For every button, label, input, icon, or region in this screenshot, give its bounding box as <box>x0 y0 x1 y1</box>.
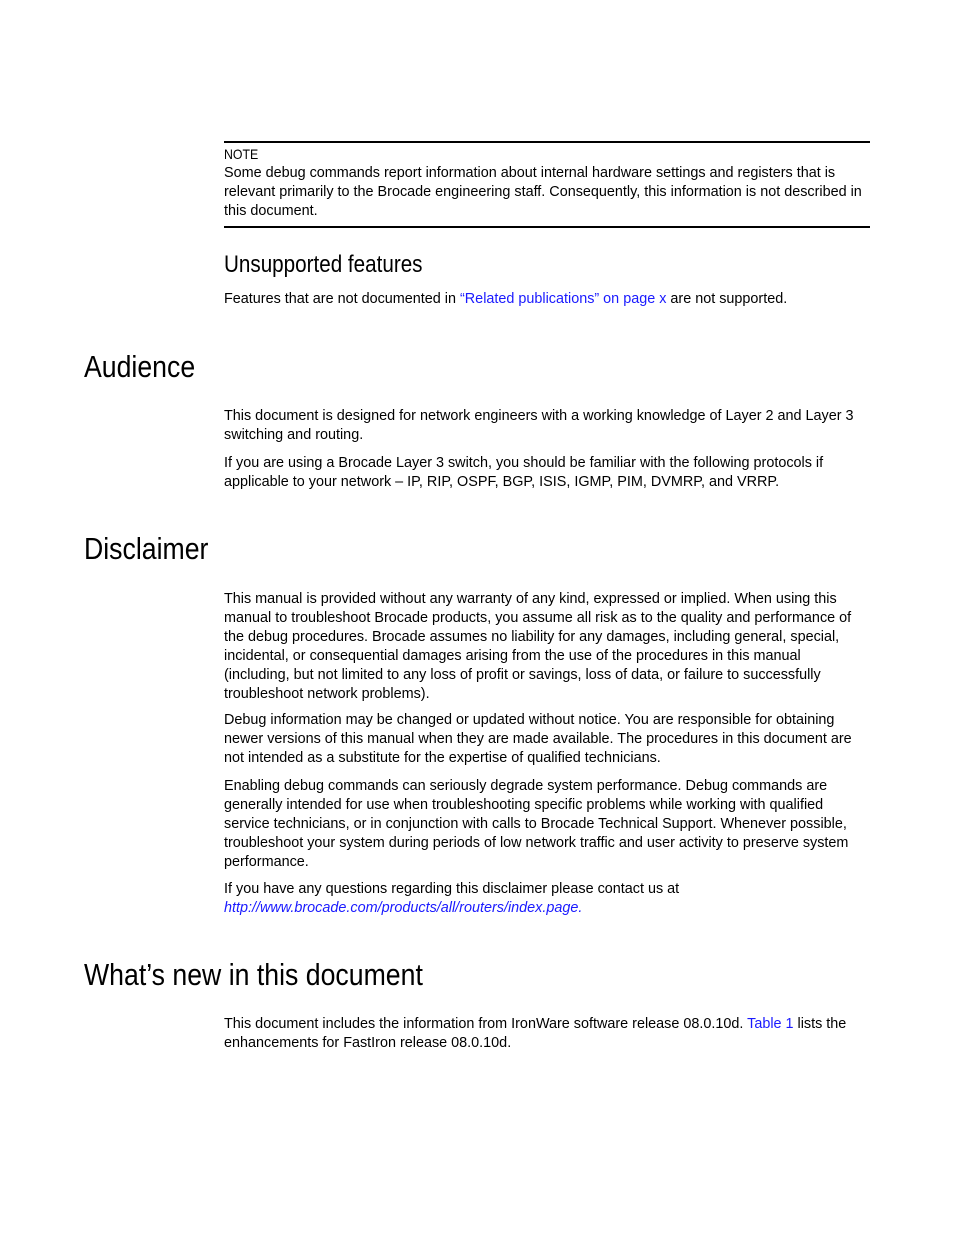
disclaimer-paragraph-2: Debug information may be changed or updated without notice. You are responsible for obtaining newer versions of this manual when they are made available. The procedures in this document are not intended as a substitute for the expertise of qualified technicians. <box>224 712 852 766</box>
brocade-url-link[interactable]: http://www.brocade.com/products/all/routers/index.page. <box>224 900 583 916</box>
disclaimer-contact-text: If you have any questions regarding this disclaimer please contact us at <box>224 881 680 897</box>
audience-paragraph-2: If you are using a Brocade Layer 3 switch, you should be familiar with the following protocols if applicable to your network – IP, RIP, OSPF, BGP, ISIS, IGMP, PIM, DVMRP, and VRRP. <box>224 455 824 490</box>
whats-new-text-after: lists the enhancements for FastIron release 08.0.10d. <box>224 1016 847 1051</box>
heading-whats-new: What’s new in this document <box>84 957 423 992</box>
related-publications-link[interactable]: “Related publications” on page x <box>460 291 667 307</box>
whats-new-text-before: This document includes the information from IronWare software release 08.0.10d. <box>224 1016 748 1032</box>
unsupported-text-before: Features that are not documented in <box>224 291 460 307</box>
audience-paragraph-1: This document is designed for network engineers with a working knowledge of Layer 2 and Layer 3 switching and routing. <box>224 408 854 443</box>
disclaimer-paragraph-4 <box>224 880 870 918</box>
disclaimer-paragraph-3: Enabling debug commands can seriously degrade system performance. Debug commands are generally intended for use when troubleshooting specific problems while working with qualified service technicians, or in conjunction with calls to Brocade Technical Support. Whenever possible, troubleshoot your system during periods of low network traffic and user activity to preserve system performance. <box>224 778 849 870</box>
note-label: NOTE <box>224 146 259 162</box>
heading-audience: Audience <box>84 349 196 384</box>
heading-unsupported-features: Unsupported features <box>224 251 423 278</box>
unsupported-paragraph <box>224 290 870 309</box>
heading-disclaimer: Disclaimer <box>84 531 209 566</box>
note-box <box>224 141 870 228</box>
whats-new-paragraph <box>224 1015 870 1053</box>
disclaimer-paragraph-1: This manual is provided without any warranty of any kind, expressed or implied. When using this manual to troubleshoot Brocade products, you assume all risk as to the quality and performance of the debug procedures. Brocade assumes no liability for any damages, including general, special, incidental, or consequential damages arising from the use of the procedures in this manual (including, but not limited to any loss of profit or savings, loss of data, or failure to successfully troubleshoot network problems). <box>224 591 852 702</box>
note-text: Some debug commands report information about internal hardware settings and registers that is relevant primarily to the Brocade engineering staff. Consequently, this information is not described in this document. <box>224 165 862 219</box>
unsupported-text-after: are not supported. <box>666 291 788 307</box>
table-1-link[interactable]: Table 1 <box>747 1016 794 1032</box>
